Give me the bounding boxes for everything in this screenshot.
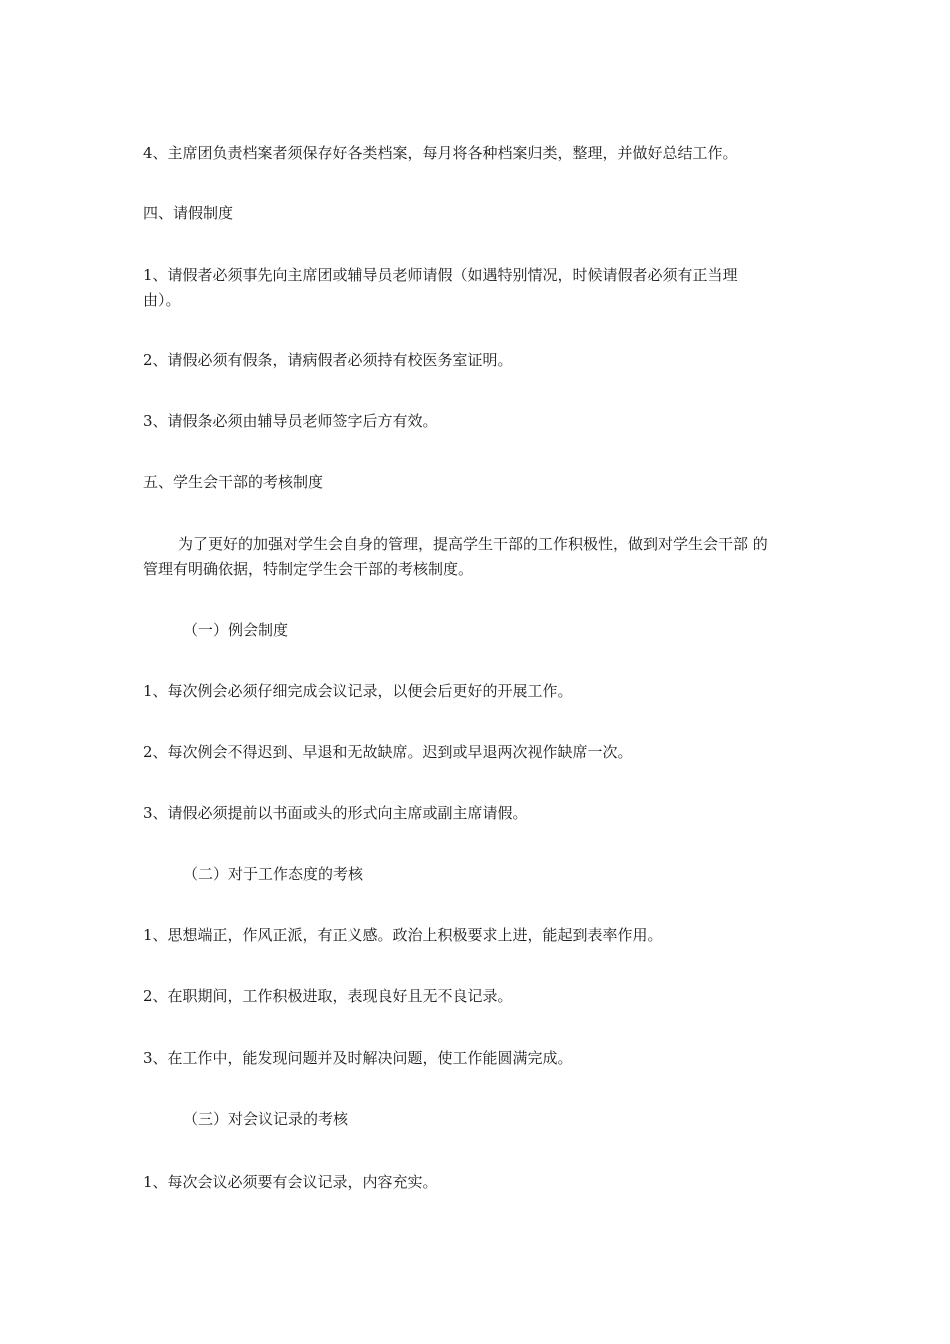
paragraph-leave-rule-3: 3、请假条必须由辅导员老师签字后方有效。 xyxy=(143,412,438,430)
subheading-work-attitude: （二）对于工作态度的考核 xyxy=(183,865,364,883)
paragraph-meeting-rule-2: 2、每次例会不得迟到、早退和无故缺席。迟到或早退两次视作缺席一次。 xyxy=(143,743,633,761)
subheading-meeting-minutes: （三）对会议记录的考核 xyxy=(183,1110,349,1128)
paragraph-meeting-rule-1: 1、每次例会必须仔细完成会议记录，以便会后更好的开展工作。 xyxy=(143,682,573,700)
paragraph-attitude-rule-2: 2、在职期间，工作积极进取，表现良好且无不良记录。 xyxy=(143,987,513,1005)
section-heading-assessment: 五、学生会干部的考核制度 xyxy=(143,473,324,491)
paragraph-leave-rule-1: 1、请假者必须事先向主席团或辅导员老师请假（如遇特别情况，时候请假者必须有正当理 xyxy=(143,266,738,284)
paragraph-minutes-rule-1: 1、每次会议必须要有会议记录，内容充实。 xyxy=(143,1173,438,1191)
paragraph-archive-duty: 4、主席团负责档案者须保存好各类档案，每月将各种档案归类，整理，并做好总结工作。 xyxy=(143,144,738,162)
subheading-regular-meeting: （一）例会制度 xyxy=(183,621,289,639)
paragraph-assessment-intro: 为了更好的加强对学生会自身的管理，提高学生干部的工作积极性，做到对学生会干部 的 xyxy=(178,535,768,553)
paragraph-attitude-rule-1: 1、思想端正，作风正派，有正义感。政治上积极要求上进，能起到表率作用。 xyxy=(143,926,663,944)
paragraph-attitude-rule-3: 3、在工作中，能发现问题并及时解决问题，使工作能圆满完成。 xyxy=(143,1049,573,1067)
paragraph-meeting-rule-3: 3、请假必须提前以书面或头的形式向主席或副主席请假。 xyxy=(143,804,528,822)
paragraph-leave-rule-2: 2、请假必须有假条，请病假者必须持有校医务室证明。 xyxy=(143,351,513,369)
section-heading-leave-system: 四、请假制度 xyxy=(143,204,234,222)
paragraph-assessment-intro-cont: 管理有明确依据，特制定学生会干部的考核制度。 xyxy=(143,560,474,578)
paragraph-leave-rule-1-cont: 由）。 xyxy=(143,291,181,309)
